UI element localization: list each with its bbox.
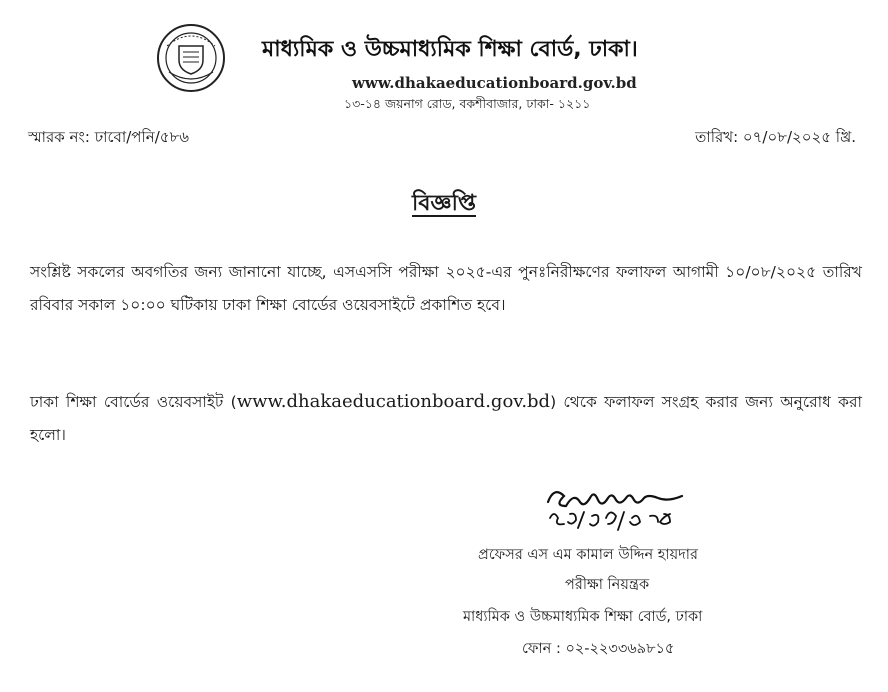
board-website: www.dhakaeducationboard.gov.bd — [352, 74, 637, 92]
handwritten-signature — [540, 478, 740, 544]
paragraph-2-tail: ) থেকে ফলাফল সংগ্রহ করার জন্য অনুরোধ করা হলো। — [30, 393, 862, 444]
memo-reference: স্মারক নং: ঢাবো/পনি/৫৮৬ — [28, 128, 190, 146]
signer-phone: ফোন : ০২-২২৩৩৬৯৮১৫ — [522, 641, 675, 657]
board-name: মাধ্যমিক ও উচ্চমাধ্যমিক শিক্ষা বোর্ড, ঢাকা। — [262, 37, 638, 62]
paragraph-2-lead: ঢাকা শিক্ষা বোর্ডের ওয়েবসাইট ( — [30, 393, 237, 411]
board-address: ১৩-১৪ জয়নাগ রোড, বকশীবাজার, ঢাকা- ১২১১ — [344, 96, 591, 111]
signer-designation: পরীক্ষা নিয়ন্ত্রক — [565, 577, 650, 593]
signer-office: মাধ্যমিক ও উচ্চমাধ্যমিক শিক্ষা বোর্ড, ঢাকা — [463, 609, 703, 625]
notice-title-text: বিজ্ঞপ্তি — [412, 191, 476, 216]
notice-paragraph-1: সংশ্লিষ্ট সকলের অবগতির জন্য জানানো যাচ্ছে, এসএসসি পরীক্ষা ২০২৫-এর পুনঃনিরীক্ষণের ফলাফল আগামী ১০/০৮/২০২৫ তারিখ রবিবার সকাল ১০:০০ ঘটিকায় ঢাকা শিক্ষা বোর্ডের ওয়েবসাইটে প্রকাশিত হবে। — [30, 263, 862, 314]
website-link[interactable]: www.dhakaeducationboard.gov.bd — [236, 391, 551, 412]
notice-paragraph-2 — [30, 385, 862, 452]
signer-name: প্রফেসর এস এম কামাল উদ্দিন হায়দার — [478, 547, 698, 563]
notice-title — [0, 186, 888, 223]
board-seal-icon — [155, 22, 227, 94]
memo-date: তারিখ: ০৭/০৮/২০২৫ খ্রি. — [695, 128, 856, 146]
